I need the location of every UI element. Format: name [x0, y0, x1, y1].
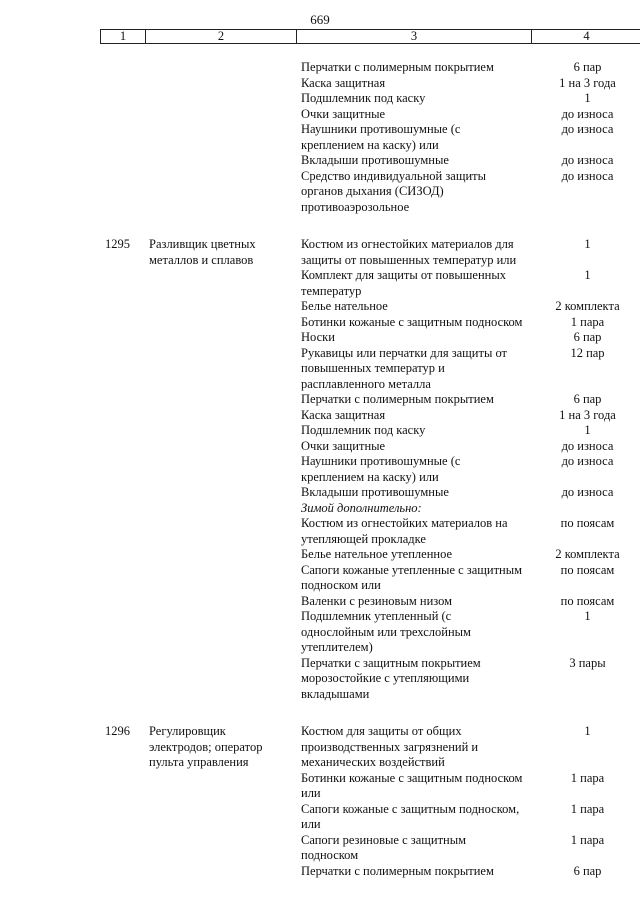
item-quantity: до износа: [561, 438, 614, 453]
item-quantity: по поясам: [560, 593, 615, 608]
item-quantity: 1: [584, 268, 591, 282]
table-row: [0, 408, 640, 424]
item-name: Подшлемник под каску: [301, 423, 426, 437]
table-row: [0, 107, 640, 123]
item-name: Перчатки с полимерным покрытием: [301, 60, 494, 74]
header-col-2: 2: [217, 29, 225, 43]
table-group: [0, 60, 640, 215]
table-row: [0, 454, 640, 485]
item-quantity: 12 пар: [570, 345, 605, 360]
table-row: [0, 268, 640, 299]
table-row: [0, 169, 640, 216]
item-name: Костюм из огнестойких материалов для защиты от повышенных температур или: [301, 237, 517, 267]
page-number: 669: [310, 12, 330, 27]
item-name: Сапоги кожаные утепленные с защитным подноском или: [301, 562, 523, 592]
table-row: [0, 76, 640, 92]
table-row: [0, 594, 640, 610]
header-col-3: 3: [410, 29, 418, 43]
item-quantity: 6 пар: [573, 863, 602, 878]
item-quantity: 3 пары: [569, 655, 606, 670]
item-name: Валенки с резиновым низом: [301, 593, 453, 608]
item-name: Сапоги резиновые с защитным подноском: [301, 832, 467, 862]
item-quantity: 6 пар: [573, 392, 602, 406]
item-name: Рукавицы или перчатки для защиты от повышенных температур и расплавленного металла: [301, 345, 508, 391]
item-name: Подшлемник под каску: [301, 91, 426, 105]
item-quantity: 1: [584, 724, 591, 738]
table-row: [0, 299, 640, 315]
item-name: Каска защитная: [301, 407, 386, 422]
table-row: [0, 91, 640, 107]
item-quantity: 1 пара: [570, 832, 605, 847]
item-quantity: до износа: [561, 153, 614, 167]
item-quantity: 1: [584, 237, 591, 251]
item-name: Носки: [301, 330, 335, 344]
table-row: [0, 802, 640, 833]
item-name: Очки защитные: [301, 106, 386, 121]
item-name: Подшлемник утепленный (с однослойным или трехслойным утеплителем): [301, 609, 471, 654]
item-name: Зимой дополнительно:: [301, 500, 422, 515]
table-row: [0, 315, 640, 331]
table-row: [0, 547, 640, 563]
item-name: Перчатки с защитным покрытием морозостойкие с утепляющими вкладышами: [301, 655, 481, 701]
table-row: [0, 439, 640, 455]
table-row: [0, 330, 640, 346]
table-row: [0, 153, 640, 169]
item-quantity: 6 пар: [573, 330, 602, 344]
table-row: [0, 485, 640, 501]
item-quantity: 1: [584, 91, 591, 105]
item-name: Средство индивидуальной защиты органов дыхания (СИЗОД) противоаэрозольное: [301, 168, 487, 214]
item-name: Костюм из огнестойких материалов на утепляющей прокладке: [301, 516, 508, 546]
item-name: Перчатки с полимерным покрытием: [301, 392, 494, 406]
table-row: [0, 724, 640, 771]
item-quantity: 1 на 3 года: [559, 75, 616, 90]
item-quantity: 1 пара: [570, 314, 605, 329]
item-quantity: до износа: [561, 122, 614, 136]
table-group: [0, 237, 640, 702]
item-name: Белье нательное: [301, 299, 388, 313]
item-quantity: 1 на 3 года: [559, 407, 616, 422]
item-quantity: 1 пара: [570, 770, 605, 785]
table-row: [0, 609, 640, 656]
table-row: [0, 771, 640, 802]
table-row: [0, 392, 640, 408]
item-quantity: 2 комплекта: [555, 299, 620, 313]
row-number: 1296: [105, 724, 130, 738]
item-quantity: до износа: [561, 106, 614, 121]
item-name: Комплект для защиты от повышенных температур: [301, 268, 506, 298]
item-quantity: до износа: [561, 454, 614, 468]
item-quantity: по поясам: [560, 516, 615, 530]
table-row: [0, 656, 640, 703]
item-name: Каска защитная: [301, 75, 386, 90]
item-name: Наушники противошумные (с креплением на каску) или: [301, 122, 461, 152]
item-name: Ботинки кожаные с защитным подноском или: [301, 770, 523, 800]
table-row: [0, 516, 640, 547]
profession-title: Разливщик цветных металлов и сплавов: [149, 237, 256, 267]
item-quantity: по поясам: [560, 562, 615, 577]
table-row: [0, 423, 640, 439]
table-body: [0, 60, 640, 879]
item-name: Белье нательное утепленное: [301, 547, 453, 561]
item-name: Вкладыши противошумные: [301, 153, 449, 167]
profession-title: Регулировщик электродов; оператор пульта управления: [149, 724, 263, 769]
item-name: Ботинки кожаные с защитным подноском: [301, 314, 523, 329]
table-row: [0, 864, 640, 880]
item-name: Костюм для защиты от общих производственных загрязнений и механических воздействий: [301, 724, 479, 769]
header-col-4: 4: [583, 29, 590, 43]
table-header: [100, 29, 640, 44]
item-quantity: 2 комплекта: [555, 547, 620, 561]
item-name: Перчатки с полимерным покрытием: [301, 863, 494, 878]
table-row: [0, 833, 640, 864]
item-quantity: 1 пара: [570, 801, 605, 816]
table-row: [0, 122, 640, 153]
table-row: [0, 60, 640, 76]
table-row: [0, 563, 640, 594]
table-row: [0, 346, 640, 393]
item-quantity: до износа: [561, 485, 614, 499]
item-quantity: 1: [584, 609, 591, 623]
item-quantity: 6 пар: [573, 60, 602, 74]
item-name: Сапоги кожаные с защитным подноском, или: [301, 801, 520, 831]
item-name: Вкладыши противошумные: [301, 485, 449, 499]
header-col-1: 1: [119, 29, 127, 43]
table-group: [0, 724, 640, 879]
item-name: Наушники противошумные (с креплением на каску) или: [301, 454, 461, 484]
row-number: 1295: [105, 237, 130, 251]
table-row: [0, 501, 640, 517]
item-quantity: 1: [584, 423, 591, 437]
item-quantity: до износа: [561, 168, 614, 183]
item-name: Очки защитные: [301, 438, 386, 453]
table-row: [0, 237, 640, 268]
